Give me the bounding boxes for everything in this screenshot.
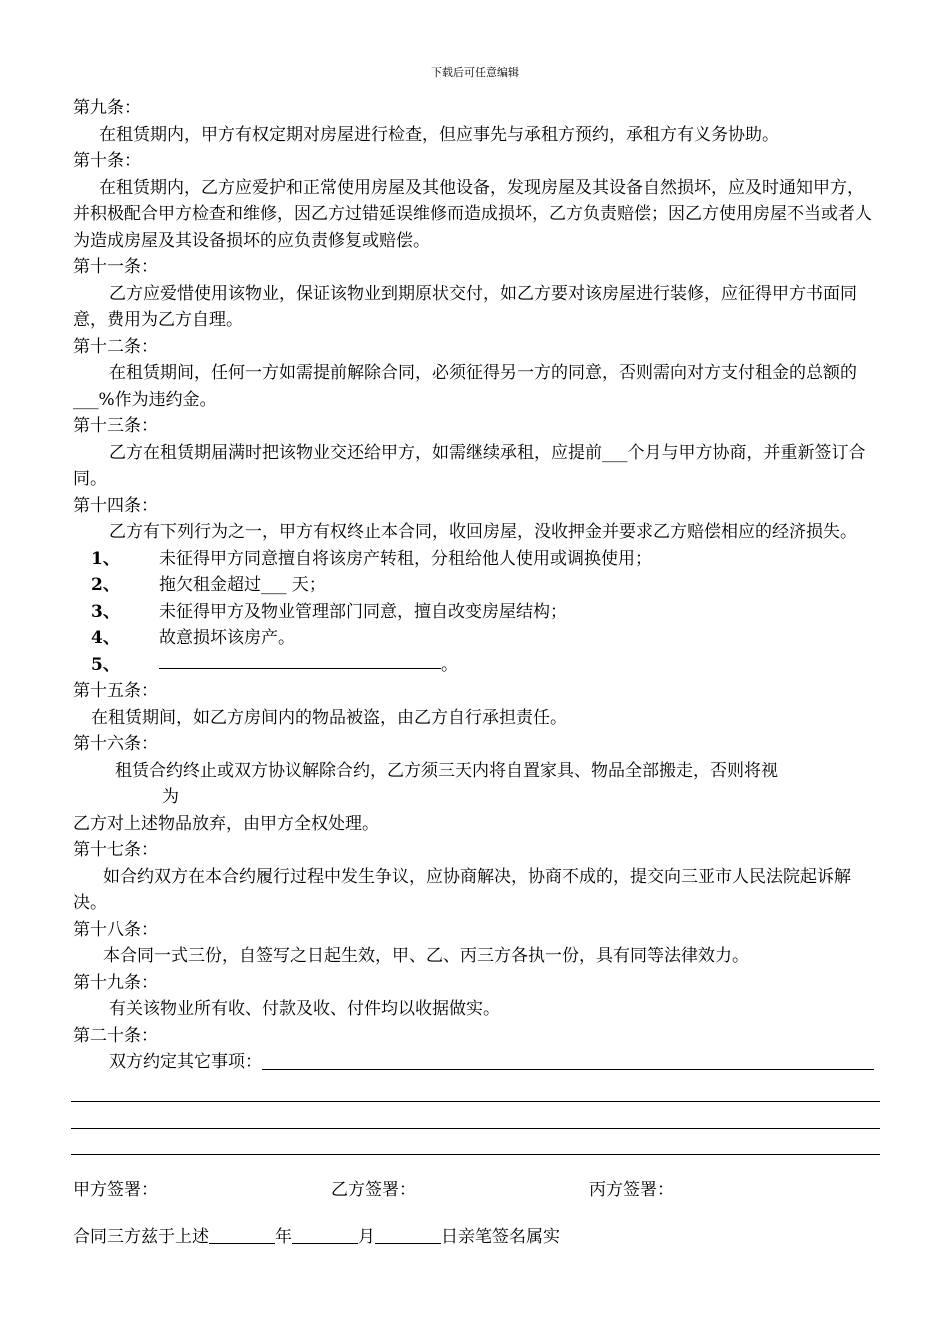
list-item (73, 652, 878, 679)
article-text: 在租赁期间，如乙方房间内的物品被盗，由乙方自行承担责任。 (91, 707, 567, 728)
list-text: 。 (441, 654, 458, 675)
list-number: 4、 (91, 628, 120, 648)
list-number: 3、 (91, 601, 120, 622)
page-header: 下载后可任意编辑 (431, 66, 519, 79)
signing-prefix: 合同三方兹于上述 (73, 1226, 209, 1247)
party-b-signature: 乙方签署： (331, 1180, 416, 1200)
article-title: 第十六条： (73, 734, 158, 754)
article-title: 第十一条： (73, 257, 158, 277)
article-text: 如合约双方在本合约履行过程中发生争议，应协商解决，协商不成的，提交向三亚市人民法院起诉解决。 (73, 866, 851, 913)
other-matters-row (73, 1049, 878, 1076)
article-text: 乙方有下列行为之一，甲方有权终止本合同，收回房屋，没收押金并要求乙方赔偿相应的经济损失。 (109, 522, 857, 542)
article-title: 第十七条： (73, 840, 158, 860)
blank-line (71, 1076, 880, 1103)
article-text: 本合同一式三份，自签写之日起生效，甲、乙、丙三方各执一份，具有同等法律效力。 (103, 946, 749, 966)
list-text: 拖欠租金超过___ 天； (159, 575, 326, 595)
blank-line (71, 1129, 880, 1156)
article-title: 第十八条： (73, 919, 158, 940)
contract-body (73, 95, 878, 1250)
blank-line (71, 1102, 880, 1129)
article-title: 第十条： (73, 151, 141, 171)
list-item (73, 625, 878, 652)
list-text: 未征得甲方及物业管理部门同意，擅自改变房屋结构； (159, 601, 567, 622)
other-matters-label: 双方约定其它事项： (109, 1052, 262, 1072)
article-text: 租赁合约终止或双方协议解除合约，乙方须三天内将自置家具、物品全部搬走，否则将视 (115, 760, 778, 781)
article-title: 第十五条： (73, 681, 158, 701)
day-label: 日亲笔签名属实 (441, 1226, 560, 1247)
article-title: 第十四条： (73, 495, 158, 516)
list-number: 2、 (91, 575, 120, 595)
party-c-signature: 丙方签署： (589, 1180, 674, 1200)
article-text: 在租赁期内，乙方应爱护和正常使用房屋及其他设备，发现房屋及其设备自然损坏，应及时通知甲方，并积极配合甲方检查和维修，因乙方过错延误维修而造成损坏，乙方负责赔偿；因乙方使用房屋不当或者人为造成房屋及其设备损坏的应负责修复或赔偿。 (73, 177, 872, 251)
blank-line (159, 652, 441, 669)
article-title: 第十三条： (73, 416, 158, 436)
article-text: 在租赁期间，任何一方如需提前解除合同，必须征得另一方的同意，否则需向对方支付租金的总额的___%作为违约金。 (73, 363, 857, 410)
article-text-wrap: 为 (162, 787, 179, 807)
article-text: 在租赁期内，甲方有权定期对房屋进行检查，但应事先与承租方预约，承租方有义务协助。 (99, 124, 779, 145)
article-text: 乙方对上述物品放弃，由甲方全权处理。 (73, 813, 379, 834)
day-blank (375, 1227, 441, 1244)
list-item (73, 599, 878, 626)
signature-row (73, 1177, 878, 1204)
month-blank (292, 1227, 358, 1244)
article-title: 第二十条： (73, 1025, 158, 1046)
article-title: 第九条： (73, 98, 141, 118)
list-text: 未征得甲方同意擅自将该房产转租，分租给他人使用或调换使用； (159, 548, 652, 569)
article-text: 乙方应爱惜使用该物业，保证该物业到期原状交付，如乙方要对该房屋进行装修，应征得甲方书面同意，费用为乙方自理。 (73, 283, 857, 330)
year-label: 年 (275, 1226, 292, 1247)
list-number: 1、 (91, 548, 120, 569)
list-item (73, 546, 878, 573)
list-text: 故意损坏该房产。 (159, 628, 295, 648)
list-number: 5、 (91, 654, 120, 675)
month-label: 月 (358, 1226, 375, 1247)
article-title: 第十二条： (73, 336, 158, 357)
article-title: 第十九条： (73, 972, 158, 993)
year-blank (209, 1227, 275, 1244)
signing-date-line (73, 1224, 878, 1251)
list-item (73, 572, 878, 599)
article-text: 乙方在租赁期届满时把该物业交还给甲方，如需继续承租，应提前___个月与甲方协商，并重新签订合同。 (73, 442, 866, 489)
article-text: 有关该物业所有收、付款及收、付件均以收据做实。 (109, 999, 500, 1019)
blank-line (262, 1049, 874, 1070)
party-a-signature: 甲方签署： (73, 1180, 158, 1200)
